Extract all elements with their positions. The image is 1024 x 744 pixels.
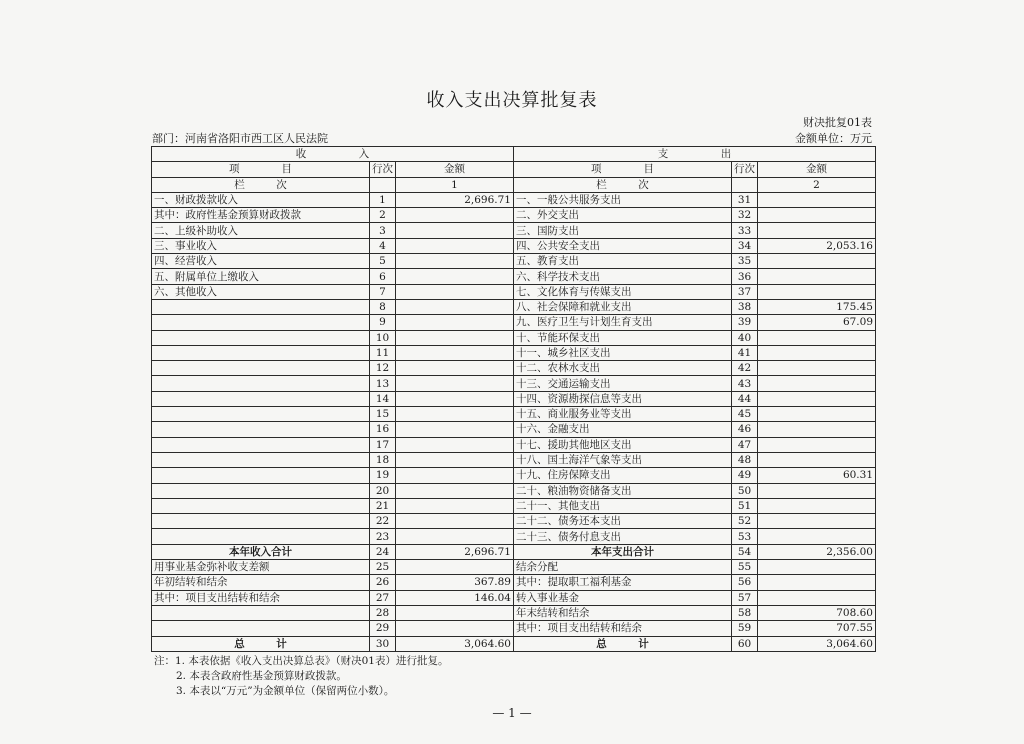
income-item-cell: 用事业基金弥补收支差额 [152, 560, 370, 575]
expense-rowno-cell: 56 [732, 575, 758, 590]
income-rowno-cell: 23 [370, 529, 396, 544]
expense-item-cell: 十一、城乡社区支出 [514, 345, 732, 360]
income-rowno-cell: 20 [370, 483, 396, 498]
income-rowno-cell: 10 [370, 330, 396, 345]
header-row-columns [152, 162, 876, 177]
expense-item-cell: 九、医疗卫生与计划生育支出 [514, 315, 732, 330]
income-amount-cell [396, 299, 514, 314]
expense-item-cell: 其中：项目支出结转和结余 [514, 621, 732, 636]
table-row [152, 605, 876, 620]
expense-amount-header: 金额 [758, 162, 876, 177]
expense-amount-cell [758, 192, 876, 207]
income-amount-cell [396, 468, 514, 483]
expense-amount-cell [758, 422, 876, 437]
income-amount-cell [396, 223, 514, 238]
income-rowno-cell: 15 [370, 407, 396, 422]
table-row [152, 254, 876, 269]
expense-rowno-cell: 34 [732, 238, 758, 253]
income-amount-header: 金额 [396, 162, 514, 177]
approval-table [151, 146, 876, 652]
table-row [152, 407, 876, 422]
note-line: 3. 本表以“万元”为金额单位（保留两位小数）。 [176, 685, 395, 697]
expense-column-blank [732, 177, 758, 192]
expense-item-cell: 一、一般公共服务支出 [514, 192, 732, 207]
income-amount-cell [396, 361, 514, 376]
income-item-header: 项 目 [152, 162, 370, 177]
expense-amount-cell [758, 269, 876, 284]
income-amount-cell [396, 529, 514, 544]
income-item-cell [152, 452, 370, 467]
income-item-cell [152, 299, 370, 314]
expense-amount-cell [758, 407, 876, 422]
expense-rowno-header: 行次 [732, 162, 758, 177]
income-item-cell: 一、财政拨款收入 [152, 192, 370, 207]
table-row [152, 636, 876, 651]
table-row [152, 590, 876, 605]
table-row [152, 575, 876, 590]
document-title: 收入支出决算批复表 [426, 90, 598, 111]
income-item-cell [152, 529, 370, 544]
expense-item-cell: 二、外交支出 [514, 208, 732, 223]
table-row [152, 544, 876, 559]
expense-amount-cell [758, 437, 876, 452]
income-rowno-cell: 1 [370, 192, 396, 207]
expense-rowno-cell: 32 [732, 208, 758, 223]
expense-item-cell: 转入事业基金 [514, 590, 732, 605]
income-rowno-cell: 18 [370, 452, 396, 467]
expense-rowno-cell: 55 [732, 560, 758, 575]
income-amount-cell: 367.89 [396, 575, 514, 590]
expense-amount-cell: 2,356.00 [758, 544, 876, 559]
table-row [152, 299, 876, 314]
expense-rowno-cell: 58 [732, 605, 758, 620]
income-rowno-cell: 26 [370, 575, 396, 590]
form-code: 财决批复01表 [803, 116, 872, 129]
expense-item-cell: 十、节能环保支出 [514, 330, 732, 345]
income-amount-cell [396, 269, 514, 284]
expense-item-cell: 本年支出合计 [514, 544, 732, 559]
expense-item-cell: 结余分配 [514, 560, 732, 575]
expense-item-cell: 十二、农林水支出 [514, 361, 732, 376]
expense-amount-cell [758, 590, 876, 605]
expense-rowno-cell: 31 [732, 192, 758, 207]
expense-item-cell: 二十三、债务付息支出 [514, 529, 732, 544]
expense-rowno-cell: 38 [732, 299, 758, 314]
income-item-cell [152, 407, 370, 422]
expense-amount-cell [758, 575, 876, 590]
expense-rowno-cell: 33 [732, 223, 758, 238]
income-column-label: 栏 次 [152, 177, 370, 192]
income-item-cell: 其中：政府性基金预算财政拨款 [152, 208, 370, 223]
expense-amount-cell [758, 452, 876, 467]
expense-item-cell: 其中：提取职工福利基金 [514, 575, 732, 590]
note-line: 2. 本表含政府性基金预算财政拨款。 [176, 670, 347, 682]
expense-amount-cell [758, 330, 876, 345]
expense-amount-cell: 708.60 [758, 605, 876, 620]
table-row [152, 376, 876, 391]
expense-amount-cell: 67.09 [758, 315, 876, 330]
table-row [152, 223, 876, 238]
income-rowno-cell: 6 [370, 269, 396, 284]
income-rowno-cell: 5 [370, 254, 396, 269]
income-rowno-cell: 11 [370, 345, 396, 360]
income-amount-cell [396, 483, 514, 498]
income-rowno-cell: 17 [370, 437, 396, 452]
income-rowno-cell: 14 [370, 391, 396, 406]
income-column-number: 1 [396, 177, 514, 192]
income-amount-cell: 146.04 [396, 590, 514, 605]
expense-rowno-cell: 57 [732, 590, 758, 605]
income-item-cell [152, 376, 370, 391]
income-amount-cell [396, 621, 514, 636]
expense-rowno-cell: 37 [732, 284, 758, 299]
income-amount-cell: 2,696.71 [396, 192, 514, 207]
expense-rowno-cell: 40 [732, 330, 758, 345]
expense-rowno-cell: 52 [732, 514, 758, 529]
expense-rowno-cell: 59 [732, 621, 758, 636]
expense-item-cell: 年末结转和结余 [514, 605, 732, 620]
table-row [152, 514, 876, 529]
expense-amount-cell [758, 208, 876, 223]
table-row [152, 361, 876, 376]
note-line: 注：1. 本表依据《收入支出决算总表》（财决01表）进行批复。 [154, 655, 449, 667]
expense-amount-cell: 707.55 [758, 621, 876, 636]
expense-rowno-cell: 51 [732, 498, 758, 513]
income-amount-cell [396, 391, 514, 406]
expense-column-number: 2 [758, 177, 876, 192]
income-item-cell: 年初结转和结余 [152, 575, 370, 590]
expense-rowno-cell: 44 [732, 391, 758, 406]
expense-amount-cell [758, 345, 876, 360]
expense-amount-cell [758, 560, 876, 575]
expense-item-cell: 三、国防支出 [514, 223, 732, 238]
table-row [152, 621, 876, 636]
expense-amount-cell: 3,064.60 [758, 636, 876, 651]
expense-item-cell: 五、教育支出 [514, 254, 732, 269]
income-item-cell: 三、事业收入 [152, 238, 370, 253]
income-rowno-cell: 2 [370, 208, 396, 223]
income-item-cell [152, 361, 370, 376]
expense-rowno-cell: 35 [732, 254, 758, 269]
income-amount-cell: 2,696.71 [396, 544, 514, 559]
table-row [152, 345, 876, 360]
expense-item-cell: 二十、粮油物资储备支出 [514, 483, 732, 498]
income-rowno-cell: 16 [370, 422, 396, 437]
income-amount-cell [396, 330, 514, 345]
expense-rowno-cell: 50 [732, 483, 758, 498]
table-row [152, 529, 876, 544]
income-amount-cell [396, 254, 514, 269]
expense-amount-cell: 2,053.16 [758, 238, 876, 253]
income-amount-cell [396, 605, 514, 620]
expense-item-cell: 十八、国土海洋气象等支出 [514, 452, 732, 467]
expense-rowno-cell: 43 [732, 376, 758, 391]
income-amount-cell [396, 407, 514, 422]
income-amount-cell [396, 452, 514, 467]
table-row [152, 391, 876, 406]
expense-rowno-cell: 53 [732, 529, 758, 544]
income-item-cell [152, 330, 370, 345]
expense-amount-cell [758, 223, 876, 238]
income-item-cell [152, 498, 370, 513]
expense-rowno-cell: 42 [732, 361, 758, 376]
table-row [152, 560, 876, 575]
income-item-cell: 六、其他收入 [152, 284, 370, 299]
income-amount-cell [396, 437, 514, 452]
expense-amount-cell [758, 361, 876, 376]
income-item-cell [152, 345, 370, 360]
table-row [152, 284, 876, 299]
income-rowno-cell: 28 [370, 605, 396, 620]
income-item-cell [152, 437, 370, 452]
expense-amount-cell: 60.31 [758, 468, 876, 483]
income-item-cell [152, 483, 370, 498]
table-row [152, 208, 876, 223]
income-amount-cell [396, 284, 514, 299]
expense-rowno-cell: 60 [732, 636, 758, 651]
table-row [152, 498, 876, 513]
expense-amount-cell [758, 254, 876, 269]
income-amount-cell [396, 345, 514, 360]
expense-item-cell: 总 计 [514, 636, 732, 651]
income-rowno-cell: 8 [370, 299, 396, 314]
income-rowno-cell: 29 [370, 621, 396, 636]
income-amount-cell [396, 238, 514, 253]
expense-amount-cell [758, 498, 876, 513]
income-rowno-cell: 25 [370, 560, 396, 575]
table-row [152, 238, 876, 253]
income-item-cell: 其中：项目支出结转和结余 [152, 590, 370, 605]
expense-item-cell: 十三、交通运输支出 [514, 376, 732, 391]
income-rowno-cell: 3 [370, 223, 396, 238]
income-rowno-cell: 13 [370, 376, 396, 391]
expense-item-cell: 八、社会保障和就业支出 [514, 299, 732, 314]
expense-rowno-cell: 54 [732, 544, 758, 559]
income-amount-cell [396, 422, 514, 437]
income-rowno-cell: 9 [370, 315, 396, 330]
table-row [152, 269, 876, 284]
expense-rowno-cell: 36 [732, 269, 758, 284]
income-rowno-cell: 22 [370, 514, 396, 529]
table-row [152, 315, 876, 330]
table-row [152, 468, 876, 483]
income-item-cell: 四、经营收入 [152, 254, 370, 269]
expense-item-cell: 十四、资源勘探信息等支出 [514, 391, 732, 406]
expense-amount-cell [758, 483, 876, 498]
income-amount-cell [396, 514, 514, 529]
income-rowno-cell: 19 [370, 468, 396, 483]
income-item-cell: 五、附属单位上缴收入 [152, 269, 370, 284]
income-rowno-cell: 7 [370, 284, 396, 299]
expense-item-cell: 十七、援助其他地区支出 [514, 437, 732, 452]
table-row [152, 452, 876, 467]
notes [154, 654, 448, 699]
expense-item-cell: 十九、住房保障支出 [514, 468, 732, 483]
table-row [152, 330, 876, 345]
expense-rowno-cell: 39 [732, 315, 758, 330]
table-row [152, 483, 876, 498]
income-rowno-header: 行次 [370, 162, 396, 177]
expense-rowno-cell: 45 [732, 407, 758, 422]
expense-rowno-cell: 49 [732, 468, 758, 483]
expense-rowno-cell: 41 [732, 345, 758, 360]
income-item-cell [152, 514, 370, 529]
income-amount-cell: 3,064.60 [396, 636, 514, 651]
expense-item-cell: 六、科学技术支出 [514, 269, 732, 284]
income-amount-cell [396, 560, 514, 575]
expense-amount-cell [758, 529, 876, 544]
income-rowno-cell: 27 [370, 590, 396, 605]
income-rowno-cell: 30 [370, 636, 396, 651]
table-row [152, 422, 876, 437]
expense-item-cell: 十六、金融支出 [514, 422, 732, 437]
expense-amount-cell: 175.45 [758, 299, 876, 314]
expense-rowno-cell: 46 [732, 422, 758, 437]
income-rowno-cell: 4 [370, 238, 396, 253]
expense-rowno-cell: 48 [732, 452, 758, 467]
department-label: 部门：河南省洛阳市西工区人民法院 [152, 132, 328, 145]
table-row [152, 437, 876, 452]
expense-item-cell: 四、公共安全支出 [514, 238, 732, 253]
income-column-blank [370, 177, 396, 192]
income-item-cell [152, 621, 370, 636]
expense-item-cell: 二十二、债务还本支出 [514, 514, 732, 529]
expense-item-cell: 十五、商业服务业等支出 [514, 407, 732, 422]
income-item-cell: 二、上级补助收入 [152, 223, 370, 238]
amount-unit-label: 金额单位：万元 [795, 132, 872, 145]
header-row-column-index [152, 177, 876, 192]
income-amount-cell [396, 208, 514, 223]
expense-amount-cell [758, 391, 876, 406]
income-rowno-cell: 21 [370, 498, 396, 513]
income-amount-cell [396, 498, 514, 513]
income-rowno-cell: 12 [370, 361, 396, 376]
expense-item-cell: 七、文化体育与传媒支出 [514, 284, 732, 299]
income-item-cell: 本年收入合计 [152, 544, 370, 559]
income-item-cell: 总 计 [152, 636, 370, 651]
expense-item-cell: 二十一、其他支出 [514, 498, 732, 513]
expense-item-header: 项 目 [514, 162, 732, 177]
expense-column-label: 栏 次 [514, 177, 732, 192]
income-item-cell [152, 468, 370, 483]
income-item-cell [152, 422, 370, 437]
expense-amount-cell [758, 284, 876, 299]
income-header: 收 入 [152, 147, 514, 162]
income-amount-cell [396, 376, 514, 391]
expense-amount-cell [758, 514, 876, 529]
header-row-section [152, 147, 876, 162]
expense-rowno-cell: 47 [732, 437, 758, 452]
income-item-cell [152, 391, 370, 406]
expense-header: 支 出 [514, 147, 876, 162]
income-amount-cell [396, 315, 514, 330]
expense-amount-cell [758, 376, 876, 391]
income-rowno-cell: 24 [370, 544, 396, 559]
table-row [152, 192, 876, 207]
page-number: — 1 — [492, 706, 532, 720]
income-item-cell [152, 605, 370, 620]
income-item-cell [152, 315, 370, 330]
